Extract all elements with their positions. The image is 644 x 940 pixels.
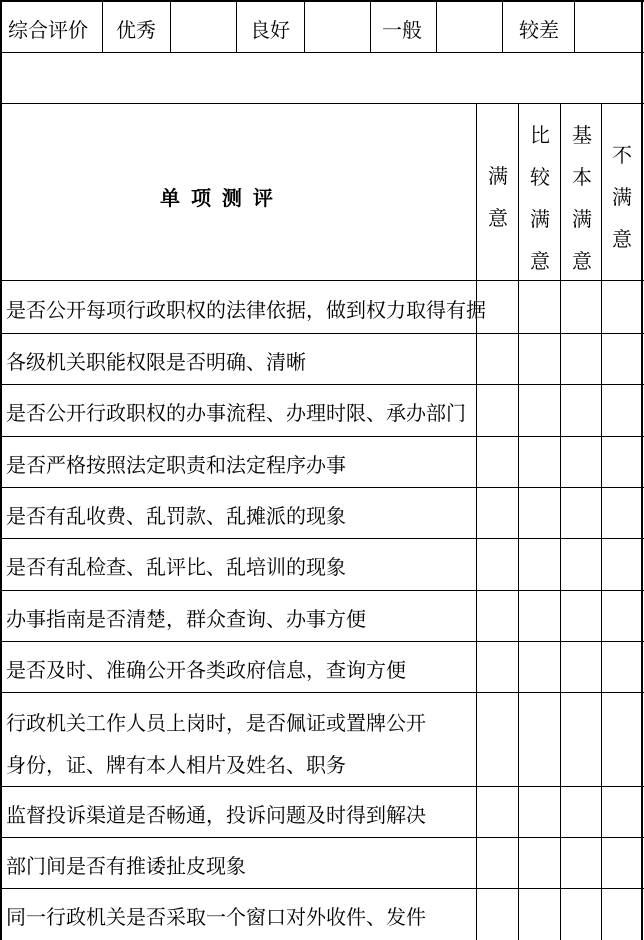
rating-cell-basically-satisfied[interactable]: [561, 487, 601, 538]
divider: [0, 103, 644, 104]
border-right: [641, 0, 643, 940]
rating-cell-satisfied[interactable]: [477, 538, 518, 590]
overall-fair-cell[interactable]: [437, 2, 502, 52]
rating-cell-satisfied[interactable]: [477, 786, 518, 837]
rating-cell-fairly-satisfied[interactable]: [519, 641, 560, 692]
item-text: 同一行政机关是否采取一个窗口对外收件、发件: [6, 905, 426, 929]
rating-cell-basically-satisfied[interactable]: [561, 692, 601, 786]
rating-cell-satisfied[interactable]: [477, 692, 518, 786]
rating-cell-satisfied[interactable]: [477, 281, 518, 333]
rating-cell-unsatisfied[interactable]: [602, 487, 641, 538]
rating-cell-fairly-satisfied[interactable]: [519, 888, 560, 940]
rating-cell-unsatisfied[interactable]: [602, 641, 641, 692]
rating-cell-basically-satisfied[interactable]: [561, 786, 601, 837]
rating-cell-satisfied[interactable]: [477, 487, 518, 538]
item-text-continued: 身份，证、牌有本人相片及姓名、职务: [6, 753, 346, 777]
item-text: 是否严格按照法定职责和法定程序办事: [6, 452, 346, 477]
rating-cell-satisfied[interactable]: [477, 888, 518, 940]
rating-cell-satisfied[interactable]: [477, 384, 518, 436]
rating-cell-fairly-satisfied[interactable]: [519, 837, 560, 888]
rating-cell-basically-satisfied[interactable]: [561, 837, 601, 888]
rating-cell-basically-satisfied[interactable]: [561, 281, 601, 333]
col-header-basically-satisfied: 基 本 满 意: [572, 123, 592, 273]
item-text: 是否公开每项行政职权的法律依据，做到权力取得有据: [6, 298, 486, 322]
rating-cell-fairly-satisfied[interactable]: [519, 692, 560, 786]
overall-label: 综合评价: [8, 18, 88, 42]
items-header-title: 单 项 测 评: [160, 186, 275, 210]
rating-cell-unsatisfied[interactable]: [602, 538, 641, 590]
overall-poor-cell[interactable]: [575, 2, 641, 52]
rating-cell-unsatisfied[interactable]: [602, 384, 641, 436]
rating-cell-basically-satisfied[interactable]: [561, 641, 601, 692]
rating-cell-fairly-satisfied[interactable]: [519, 538, 560, 590]
rating-cell-unsatisfied[interactable]: [602, 281, 641, 333]
rating-cell-fairly-satisfied[interactable]: [519, 384, 560, 436]
item-text: 办事指南是否清楚，群众查询、办事方便: [6, 606, 366, 631]
col-header-unsatisfied: 不 满 意: [612, 143, 632, 251]
rating-cell-fairly-satisfied[interactable]: [519, 281, 560, 333]
col-header-fairly-satisfied: 比 较 满 意: [530, 123, 550, 273]
rating-cell-satisfied[interactable]: [477, 333, 518, 384]
item-text: 是否有乱收费、乱罚款、乱摊派的现象: [6, 503, 346, 528]
overall-poor-label: 较差: [519, 18, 559, 42]
rating-cell-fairly-satisfied[interactable]: [519, 786, 560, 837]
item-text: 是否及时、准确公开各类政府信息，查询方便: [6, 657, 406, 682]
rating-cell-unsatisfied[interactable]: [602, 837, 641, 888]
overall-excellent-cell[interactable]: [171, 2, 236, 52]
item-text: 是否有乱检查、乱评比、乱培训的现象: [6, 555, 346, 579]
rating-cell-satisfied[interactable]: [477, 436, 518, 487]
overall-excellent-label: 优秀: [116, 18, 156, 42]
rating-cell-basically-satisfied[interactable]: [561, 436, 601, 487]
blank-row[interactable]: [2, 53, 641, 103]
item-text: 监督投诉渠道是否畅通，投诉问题及时得到解决: [6, 802, 426, 827]
rating-cell-basically-satisfied[interactable]: [561, 590, 601, 641]
rating-cell-fairly-satisfied[interactable]: [519, 487, 560, 538]
divider: [502, 0, 503, 52]
overall-good-cell[interactable]: [305, 2, 370, 52]
item-text: 部门间是否有推诿扯皮现象: [6, 853, 246, 878]
item-text: 是否公开行政职权的办事流程、办理时限、承办部门: [6, 401, 466, 425]
divider: [102, 0, 103, 52]
rating-cell-unsatisfied[interactable]: [602, 692, 641, 786]
rating-cell-unsatisfied[interactable]: [602, 436, 641, 487]
item-text: 各级机关职能权限是否明确、清晰: [6, 349, 306, 374]
rating-cell-satisfied[interactable]: [477, 590, 518, 641]
col-header-satisfied: 满 意: [488, 164, 508, 230]
rating-cell-unsatisfied[interactable]: [602, 786, 641, 837]
rating-cell-fairly-satisfied[interactable]: [519, 436, 560, 487]
divider: [236, 0, 237, 52]
rating-cell-fairly-satisfied[interactable]: [519, 333, 560, 384]
rating-cell-satisfied[interactable]: [477, 837, 518, 888]
divider: [370, 0, 371, 52]
rating-cell-basically-satisfied[interactable]: [561, 888, 601, 940]
item-text: 行政机关工作人员上岗时，是否佩证或置牌公开: [6, 711, 426, 735]
rating-cell-satisfied[interactable]: [477, 641, 518, 692]
rating-cell-unsatisfied[interactable]: [602, 333, 641, 384]
overall-fair-label: 一般: [382, 18, 422, 42]
rating-cell-unsatisfied[interactable]: [602, 888, 641, 940]
rating-cell-basically-satisfied[interactable]: [561, 384, 601, 436]
rating-cell-basically-satisfied[interactable]: [561, 538, 601, 590]
rating-cell-fairly-satisfied[interactable]: [519, 590, 560, 641]
rating-cell-unsatisfied[interactable]: [602, 590, 641, 641]
rating-cell-basically-satisfied[interactable]: [561, 333, 601, 384]
overall-good-label: 良好: [250, 18, 290, 42]
